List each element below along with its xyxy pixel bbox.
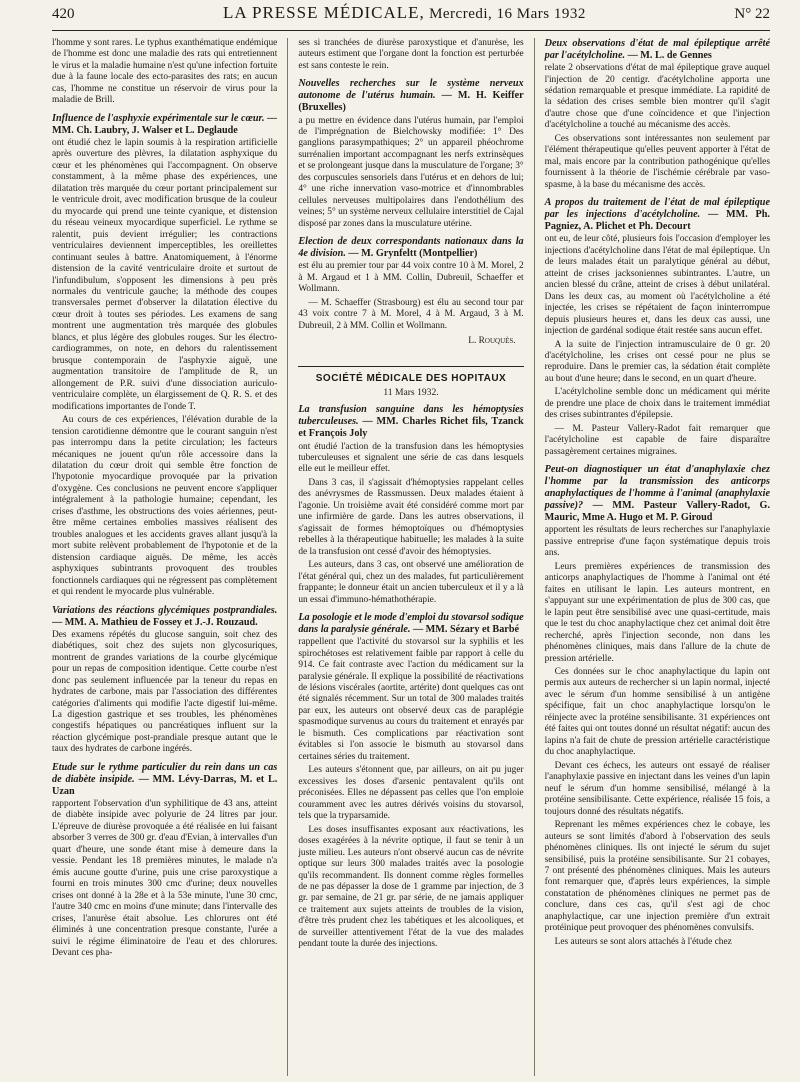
paragraph: — M. Schaeffer (Strasbourg) est élu au second tour par 43 voix contre 7 à M. Morel, 4 à M. Argaud, 3 à M. Dubreuil, 2 à MM. Collin et Wollmann. [298,297,524,331]
article-title: La transfusion sanguine dans les hémoptysies tuberculeuses. [298,404,524,428]
article-heading [298,612,523,636]
paragraph: Les auteurs s'étonnent que, par ailleurs, on ait pu juger excessives les doses d'arsenic pentavalent qu'ils ont préconisées. Elles ne dépassent pas celles que l'on emploie couramment avec les autres dérivés voisins du stovarsol, tels que la tryparsamide. [298,765,524,822]
paragraph: relate 2 observations d'état de mal épileptique grave auquel l'injection de 20 centigr. d'acétylcholine apporta une sédation remarquable et presque immédiate. La rapidité de la sédation des crises semble bien montrer qu'il s'agit d'autre chose que d'une coïncidence et que l'injection d'acétylcholine a touché au mécanisme des accès. [544,63,770,131]
paragraph: Dans 3 cas, il s'agissait d'hémoptysies rappelant celles des anévrysmes de Rassmussen. Deux malades étaient à l'agonie. Un troisième avait été considéré comme mort par une infirmière de garde. Dans les autres observations, il s'agissait de formes hémoptoïques ou d'hémoptysies rebelles à la thérapeutique habituelle; les malades à la suite de la transfusion ont cessé d'avoir des hémoptysies. [298,477,524,557]
journal-title: LA PRESSE MÉDICALE, [223,3,425,22]
paragraph: ont étudié chez le lapin soumis à la respiration artificielle après ouverture des plèvres, la dilatation asphyxique du cœur et les phénomènes qui l'accompagnent. On observe constamment, à la même phase des expériences, une dilatation très marquée du cœur portant principalement sur le ventricule droit, avec modification brusque de la couleur du myocarde qui prend une teinte cyanique, et distension du réseau veineux myocardique superficiel. Le rythme se ralentit, puis devient irrégulier; les contractions ventriculaires deviennent imperceptibles, les oreillettes continuant seules à battre. Anatomiquement, à l'énorme distension de la cavité ventriculaire droite et surtout de l'infundibulum, s'opposent les dimensions à peu près normales du ventricule gauche; la méthode des coupes transversales permet d'observer la dilatation élective du cœur droit à toutes ses périodes. Les examens de sang montrent une augmentation très marquée des globules blancs, et plus légère des globules rouges. Sur les électro-cardiogrammes, on note, en dehors du ralentissement brusque contemporain de l'asphyxie aiguë, une augmentation transitoire de l'amplitude de R, un allongement de P.R. suivi d'une dissociation auriculo-ventriculaire complète, un élargissement de Q. R. S. et des modifications importantes de l'onde T. [52,137,278,412]
article-heading [545,464,770,524]
paragraph: Reprenant les mêmes expériences chez le cobaye, les auteurs se sont limités d'abord à l'observation des seuls phénomènes cliniques. Ils ont injecté le sérum du sujet sensibilisé, puis la protéine sensibilisante. Sur 21 cobayes, 7 ont présenté des phénomènes cliniques. Mais les auteurs font remarquer que, d'après leurs expériences, la simple constatation de phénomènes cliniques ne permet pas de conclure, dans ces cas, qu'il s'est agi de choc anaphylactique, car une injection première d'un extrait protéinique peut provoquer des phénomènes convulsifs. [544,820,770,934]
paragraph: Devant ces échecs, les auteurs ont essayé de réaliser l'anaphylaxie passive en injectant dans les veines d'un lapin neuf le sérum d'un homme sensibilisé, mélangé à la protéine sensibilisante. Cette expérience, réalisée 15 fois, a toujours donné des résultats négatifs. [544,760,770,817]
article-title: Deux observations d'état de mal épileptique arrêté par l'acétylcholine. [544,38,770,62]
article-heading [545,197,770,233]
article-columns [52,38,770,1076]
article-authors: — M. H. Keiffer (Bruxelles) [298,90,524,114]
issue-date: Mercredi, 16 Mars 1932 [429,6,586,22]
paragraph: ont eu, de leur côté, plusieurs fois l'occasion d'employer les injections d'acétylcholine dans l'état de mal épileptique. Un de leurs malades était un paralytique général au début, atteint de crises jacksoniennes subintrantes. L'autre, un ancien blessé du crâne, atteint de crises à début unilatéral. Dans les deux cas, au moment où l'acétylcholine a été injectée, les crises se répétaient de façon ininterrompue depuis plusieurs heures et, dans les deux cas aussi, une injection de gardénal sodique était restée sans aucun effet. [544,234,770,337]
article-authors: — M. L. de Gennes [627,50,712,62]
article-heading [52,762,277,798]
article-title: Nouvelles recherches sur le système nerveux autonome de l'utérus humain. [298,78,524,102]
society-date: 11 Mars 1932. [383,386,439,398]
paragraph: a pu mettre en évidence dans l'utérus humain, par l'emploi de l'imprégnation de Bielchowsky modifiée: 1° Des ganglions parasympathiques; 2° un appareil phéochrome surrénalien important accompagnant les nerfs extrinsèques et se prolongeant jusque dans la musculature de l'organe; 3° des corpuscules sensoriels dans l'utérus et en dehors de lui; 4° une riche innervation vaso-motrice et d'innombrables cellules nerveuses multipolaires dans l'endothélium des veines; 5° un système nerveux cellulaire interstitiel de Cajal disposé par zones dans la musculature utérine. [298,115,524,229]
column-right [534,38,770,1076]
paragraph: ont étudié l'action de la transfusion dans les hémoptysies tuberculeuses et signalent une série de cas dans lesquels elle eut le meilleur effet. [298,441,524,475]
paragraph: — M. Pasteur Vallery-Radot fait remarquer que l'acétylcholine est capable de faire disparaître passagèrement certaines migraines. [544,423,770,457]
paragraph: Les auteurs, dans 3 cas, ont observé une amélioration de l'état général qui, chez un des malades, fut particulièrement frappante; le donneur était un ancien tuberculeux et il y a là un essai d'immuno-hémathothérapie. [298,560,524,605]
column-left [52,38,277,1076]
page-number: 420 [52,6,75,22]
paragraph: Des examens répétés du glucose sanguin, soit chez des diabétiques, soit chez des sujets non glycosuriques, montrent de grandes variations de la courbe glycémique pour un repas de composition identique. Cette courbe n'est donc pas seulement influencée par la teneur du repas en hydrates de carbone, mais par l'association des différentes catégories d'aliments qui modifie l'acte digestif lui-même. La digestion gastrique et ses troubles, les phénomènes congestifs hépatiques ou pancréatiques influent sur la réaction glycémique post-prandiale presque autant que le taux des hydrates de carbone ingérés. [52,629,278,755]
article-authors: — M. Grynfeltt (Montpellier) [348,248,478,260]
article-authors: — MM. Lévy-Darras, M. et L. Uzan [52,773,278,797]
signature: L. Rouquès. [468,336,516,347]
article-heading [52,605,277,629]
paragraph: rappellent que l'activité du stovarsol sur la syphilis et les spirochétoses est relativement faible par rapport à celle du 914. Ce fait contraste avec l'action du médicament sur la paralysie générale. Il explique la possibilité de réactivations de lésions viscérales (aortite, artérite) dont quelques cas ont été signalés récemment. Sur un total de 300 malades traités par eux, les auteurs ont observé deux cas de paraplégie spasmodique survenus au cours du traitement et enrayés par le bismuth. Ces complications par réactivation sont évitables si l'on associe le bismuth au stovarsol dans certaines séries du traitement. [298,637,524,762]
article-authors: — MM. A. Mathieu de Fossey et J.-J. Rouzaud. [52,616,258,628]
paragraph: ses si tranchées de diurèse paroxystique et d'anurèse, les auteurs estiment que l'organe dont la fonction est perturbée est sans conteste le rein. [298,38,524,71]
paragraph: Les doses insuffisantes exposant aux réactivations, les doses exagérées à la névrite optique, il faut se tenir à un juste milieu. Les auteurs n'ont observé aucun cas de névrite optique sur leurs 300 malades traités avec la posologie qu'ils recommandent. Ils donnent comme règles formelles de ne pas dépasser la dose de 1 gramme par injection, de 3 gr. par semaine, de 21 gr. par série, de ne jamais appliquer ce traitement aux sujets atteints de troubles de la vision, d'être très prudent chez les tabétiques et les alcooliques, et de surveiller attentivement l'état de la vue des malades pendant toute la durée des injections. [298,824,524,950]
issue-number: N° 22 [734,6,770,22]
article-title: A propos du traitement de l'état de mal épileptique par les injections d'acétylcholine. [544,197,770,221]
paragraph: Leurs premières expériences de transmission des anticorps anaphylactiques de l'homme à l'animal ont été faites en utilisant le lapin. Les auteurs montrent, en s'appuyant sur une expérimentation de plus de 300 cas, que le lapin peut être sensibilisé avec une quasi-certitude, mais que le test du choc anaphylactique chez cet animal doit être recherché, après l'injection seconde, non dans les phénomènes cliniques, mais dans l'allure de la chute de pression artérielle. [544,561,770,664]
article-authors: — MM. Ph. Pagniez, A. Plichet et Ph. Decourt [544,209,770,233]
header-rule [52,30,770,31]
paragraph: l'homme y sont rares. Le typhus exanthématique endémique de l'homme est donc une maladie des rats qui entretiennent le virus et la maladie humaine n'est qu'une infection fortuite due à la faune locale des ecto-parasites des rats; en aucun cas, l'homme ne constitue un réservoir de virus pour la maladie de Brill. [52,38,278,106]
article-heading [52,113,277,137]
article-authors: — MM. Pasteur Vallery-Radot, G. Mauric, Mme A. Hugo et M. P. Giroud [544,500,770,524]
article-heading [298,78,523,114]
society-heading: SOCIÉTÉ MÉDICALE DES HOPITAUX [298,366,523,385]
article-title: La posologie et le mode d'emploi du stovarsol sodique dans la paralysie générale. [298,612,524,636]
paragraph: Ces observations sont intéressantes non seulement par l'élément thérapeutique qu'elles peuvent apporter à l'état de mal, mais encore par la contribution pathogénique qu'elles fournissent à la théorie de l'ischémie cérébrale par vaso-spasme, à la base du mécanisme des accès. [544,133,770,190]
paragraph: Ces données sur le choc anaphylactique du lapin ont permis aux auteurs de rechercher si un lapin normal, injecté avec le sérum d'un homme sensibilisé à un antigène spécifique, fait un choc anaphylactique lorsqu'on le réinjecte avec la protéine sensibilisante. 31 expériences ont été faites qui ont toutes donné un résultat négatif: aucun des lapins n'a fait de chute de pression artérielle caractéristique du choc anaphylactique. [544,667,770,758]
paragraph: rapportent l'observation d'un syphilitique de 43 ans, atteint de diabète insipide avec polyurie de 24 litres par jour. L'épreuve de diurèse provoquée a été réalisée en lui faisant absorber 3 verres de 300 gr. d'eau d'Evian, à intervalles d'un quart d'heure, une sonde étant mise à demeure dans la vessie. Pendant les 18 premières minutes, le malade n'a émis aucune goutte d'urine, puis une crise paroxystique a fourni en trois minutes 300 cmc d'urine; deux nouvelles crises ont donné à la 28e et à la 53e minute, l'une 30 cmc, l'autre 340 cmc en moins d'une minute; dans l'intervalle des crises, l'anurèse était absolue. Les chlorures ont été éliminés à une concentration presque constante, l'urée a suivi le régime éliminatoire de l'eau et des chlorures. Devant ces pha- [52,798,278,959]
paragraph: apportent les résultats de leurs recherches sur l'anaphylaxie passive entreprise d'une façon systématique depuis trois ans. [544,525,770,559]
paragraph: est élu au premier tour par 44 voix contre 10 à M. Morel, 2 à M. Argaud et 1 à MM. Collin, Dubreuil, Schaeffer et Wollmann. [298,261,524,295]
article-title: Influence de l'asphyxie expérimentale sur le cœur. [52,112,265,124]
article-heading [298,236,523,260]
paragraph: Les auteurs se sont alors attachés à l'étude chez [554,936,732,947]
page-header [52,3,770,31]
article-heading [298,404,523,440]
journal-masthead [75,3,735,23]
paragraph: L'acétylcholine semble donc un médicament qui mérite de prendre une place de choix dans le traitement immédiat des crises subintrantes d'épilepsie. [544,387,770,421]
article-title: Etude sur le rythme particulier du rein dans un cas de diabète insipide. [52,761,278,785]
article-title: Peut-on diagnostiquer un état d'anaphylaxie chez l'homme par la transmission des anticorps anaphylactiques de l'homme à l'animal (anaphylaxie passive)? [544,464,770,512]
article-authors: — MM. Ch. Laubry, J. Walser et L. Deglaude [52,112,278,136]
article-title: Election de deux correspondants nationaux dans la 4e division. [298,236,524,260]
column-middle [287,38,523,1076]
article-authors: — MM. Sézary et Barbé [412,624,520,636]
paragraph: Au cours de ces expériences, l'élévation durable de la tension carotidienne démontre que le courant sanguin n'est pas interrompu dans la petite circulation; les facteurs mécaniques ne jouent qu'un rôle accessoire dans la dilatation du cœur droit qui semble être fonction de l'hypotonie myocardique provoquée par la privation d'oxygène. Ces conclusions ne peuvent encore s'appliquer intégralement à la pathologie humaine; cependant, les crises d'asthme, les obstructions des voies aériennes, peut-être même certaines embolies massives réalisent des troubles analogues et les accidents graves allant jusqu'à la mort subite relèvent probablement de l'hypotonie et de la distension cardiaque aiguës. De même, les accès asphyxiques subintrants provoquent des troubles fonctionnels cardiaques qui ne régressent pas complètement et qui rendent le myocarde plus vulnérable. [52,415,278,598]
article-heading [545,38,770,62]
paragraph: A la suite de l'injection intramusculaire de 0 gr. 20 d'acétylcholine, les crises ont cessé pour ne plus se reproduire. Dans le premier cas, la sédation était complète au bout d'une heure; dans le second, en un quart d'heure. [544,339,770,384]
article-title: Variations des réactions glycémiques postprandiales. [52,604,278,616]
article-authors: — MM. Charles Richet fils, Tzanck et François Joly [298,416,524,440]
